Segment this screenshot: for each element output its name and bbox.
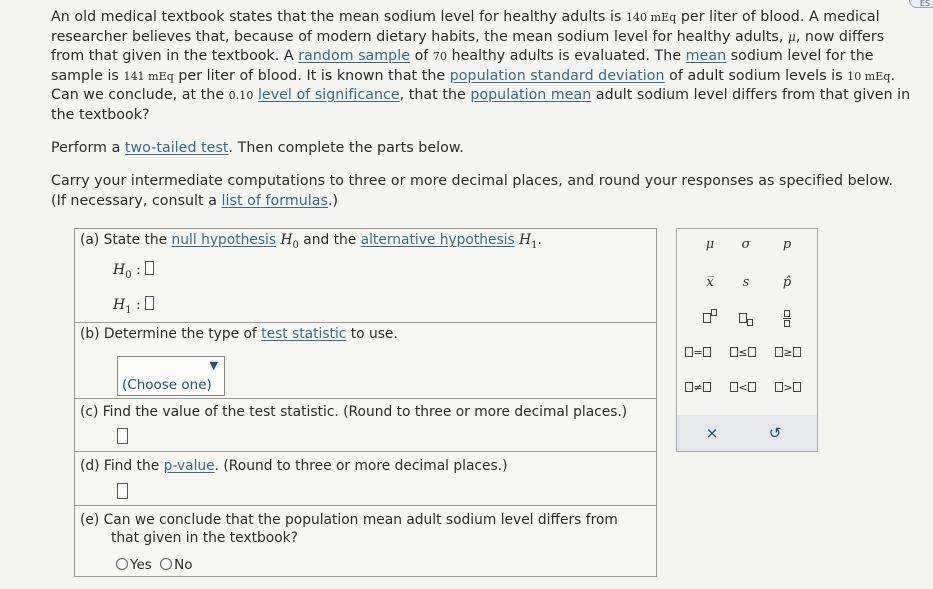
- part-a-segment: .: [537, 232, 542, 248]
- no-label: No: [174, 557, 193, 573]
- link-p-value[interactable]: p-value: [163, 458, 215, 474]
- symbol-palette: [676, 228, 818, 452]
- fraction-button[interactable]: [767, 307, 807, 331]
- problem-text-segment: . Can we conclude, at the: [51, 67, 896, 103]
- phat-button[interactable]: p̂: [782, 275, 792, 290]
- link-mean[interactable]: mean: [685, 48, 727, 64]
- part-d-segment: . (Round to three or more decimal places.): [214, 458, 508, 474]
- base-box-icon: [703, 313, 711, 323]
- equals-button[interactable]: [678, 341, 718, 365]
- problem-text-segment: per liter of blood. A medical researcher believes that, because of modern dietary habits, the mean sodium level for healthy adults,: [51, 9, 880, 45]
- undo-button[interactable]: [749, 420, 801, 446]
- textbook-mean-value: 140 mEq: [625, 11, 677, 24]
- h1-row: [113, 296, 154, 316]
- problem-text-segment: , that the: [399, 87, 471, 103]
- h1-subscript: 1: [531, 239, 538, 251]
- less-than-button[interactable]: [723, 376, 763, 400]
- h0-row-symbol: H: [113, 262, 126, 278]
- part-c-prompt: (c) Find the value of the test statistic. (Round to three or more decimal places.): [80, 404, 628, 420]
- problem-text-segment: adult sodium level differs from that given in the textbook?: [51, 87, 911, 123]
- part-a-prompt: [80, 231, 542, 255]
- part-b-segment: to use.: [346, 326, 398, 342]
- instruction-text: [51, 139, 911, 159]
- instruction-segment: Perform a: [51, 140, 125, 156]
- link-level-of-significance[interactable]: level of significance: [257, 87, 400, 103]
- greater-than-button[interactable]: [768, 376, 808, 400]
- problem-text-segment: An old medical textbook states that the mean sodium level for healthy adults is: [51, 9, 626, 25]
- h1-inline: [519, 232, 538, 251]
- yes-label: Yes: [130, 557, 152, 573]
- part-e-section: [75, 505, 656, 577]
- test-statistic-select[interactable]: [117, 356, 225, 396]
- h1-row-subscript: 1: [125, 304, 132, 316]
- link-alternative-hypothesis[interactable]: alternative hypothesis: [360, 232, 515, 248]
- part-b-section: [75, 322, 656, 399]
- mu-symbol: μ: [787, 29, 796, 44]
- sigma-button[interactable]: σ: [741, 237, 751, 252]
- test-statistic-input[interactable]: [117, 428, 128, 444]
- select-placeholder: (Choose one): [122, 377, 212, 393]
- undo-icon: ↺: [768, 424, 782, 442]
- carry-segment: .): [327, 192, 339, 209]
- link-null-hypothesis[interactable]: null hypothesis: [171, 232, 277, 248]
- h0-symbol: H: [280, 232, 293, 248]
- part-e-prompt-line1: (e) Can we conclude that the population mean adult sodium level differs from: [80, 512, 618, 528]
- h0-inline: [280, 232, 299, 251]
- part-b-prompt: [80, 325, 398, 343]
- not-equal-button[interactable]: [678, 376, 718, 400]
- base-box-icon: [739, 313, 747, 323]
- instruction-segment: . Then complete the parts below.: [228, 140, 464, 156]
- less-equal-button[interactable]: [723, 341, 763, 365]
- no-radio[interactable]: [160, 558, 172, 570]
- carry-segment: Carry your intermediate computations to three or more decimal places, and round your responses as specified below. (If necessary, consult a: [51, 173, 894, 209]
- sd-value: 10 mEq: [847, 69, 891, 83]
- mu-button[interactable]: μ: [705, 237, 715, 252]
- sample-mean-value: 141 mEq: [123, 69, 174, 83]
- equals-symbol: =: [693, 346, 703, 359]
- problem-text-segment: , now differs from that given in the textbook. A: [51, 28, 885, 64]
- less-than-symbol: <: [738, 381, 748, 394]
- h0-row: [113, 261, 154, 281]
- sample-size-value: 70: [432, 50, 448, 63]
- fraction-icon: [783, 310, 791, 327]
- problem-text-segment: per liter of blood. It is known that the: [173, 67, 450, 84]
- part-b-segment: (b) Determine the type of: [80, 326, 262, 342]
- clear-button[interactable]: [686, 420, 738, 446]
- part-d-segment: (d) Find the: [80, 458, 164, 474]
- s-button[interactable]: s: [742, 275, 750, 290]
- problem-text: [51, 8, 911, 125]
- palette-action-bar: [677, 415, 817, 451]
- h0-input[interactable]: [145, 261, 154, 275]
- part-e-prompt-line2: that given in the textbook?: [111, 530, 298, 546]
- greater-equal-symbol: ≥: [783, 346, 793, 359]
- link-random-sample[interactable]: random sample: [298, 48, 411, 64]
- p-value-input[interactable]: [117, 483, 128, 499]
- h1-input[interactable]: [145, 296, 154, 310]
- yes-no-options: [116, 557, 196, 573]
- yes-radio[interactable]: [116, 558, 128, 570]
- h1-colon: :: [136, 297, 141, 313]
- corner-badge: ES: [909, 0, 933, 8]
- problem-text-segment: of: [410, 48, 433, 64]
- greater-than-symbol: >: [783, 381, 793, 394]
- part-c-section: [75, 398, 656, 452]
- not-equal-symbol: ≠: [693, 381, 703, 394]
- close-icon: ×: [705, 424, 719, 442]
- alpha-value: 0.10: [228, 89, 254, 102]
- part-a-section: [75, 229, 656, 322]
- chevron-down-icon: ▼: [209, 359, 218, 372]
- greater-equal-button[interactable]: [768, 341, 808, 365]
- h1-row-symbol: H: [113, 297, 126, 313]
- h0-subscript: 0: [292, 239, 299, 251]
- part-a-segment: and the: [298, 232, 361, 248]
- link-population-standard-deviation[interactable]: population standard deviation: [449, 67, 665, 84]
- problem-text-segment: sodium level for the sample is: [51, 48, 874, 84]
- subscript-button[interactable]: [726, 307, 766, 331]
- p-button[interactable]: p: [782, 237, 792, 252]
- problem-text-segment: healthy adults is evaluated. The: [447, 48, 686, 64]
- less-equal-symbol: ≤: [738, 346, 748, 359]
- part-d-prompt: [80, 457, 507, 475]
- yes-option[interactable]: [116, 557, 152, 573]
- no-option[interactable]: [160, 557, 192, 573]
- link-two-tailed-test[interactable]: two-tailed test: [124, 140, 229, 156]
- superscript-button[interactable]: [690, 307, 730, 331]
- link-population-mean[interactable]: population mean: [470, 87, 592, 103]
- link-list-of-formulas[interactable]: list of formulas: [221, 192, 328, 209]
- link-test-statistic[interactable]: test statistic: [261, 326, 347, 342]
- h0-colon: :: [136, 262, 141, 278]
- superscript-box-icon: [711, 309, 717, 316]
- part-a-segment: (a) State the: [80, 232, 172, 248]
- xbar-button[interactable]: x̅: [706, 275, 714, 290]
- carry-text: [51, 172, 911, 211]
- problem-text-segment: of adult sodium levels is: [664, 67, 848, 84]
- answer-panel: [74, 228, 657, 577]
- subscript-box-icon: [747, 319, 753, 326]
- h1-symbol: H: [519, 232, 532, 248]
- part-d-section: [75, 451, 656, 506]
- h0-row-subscript: 0: [125, 269, 132, 281]
